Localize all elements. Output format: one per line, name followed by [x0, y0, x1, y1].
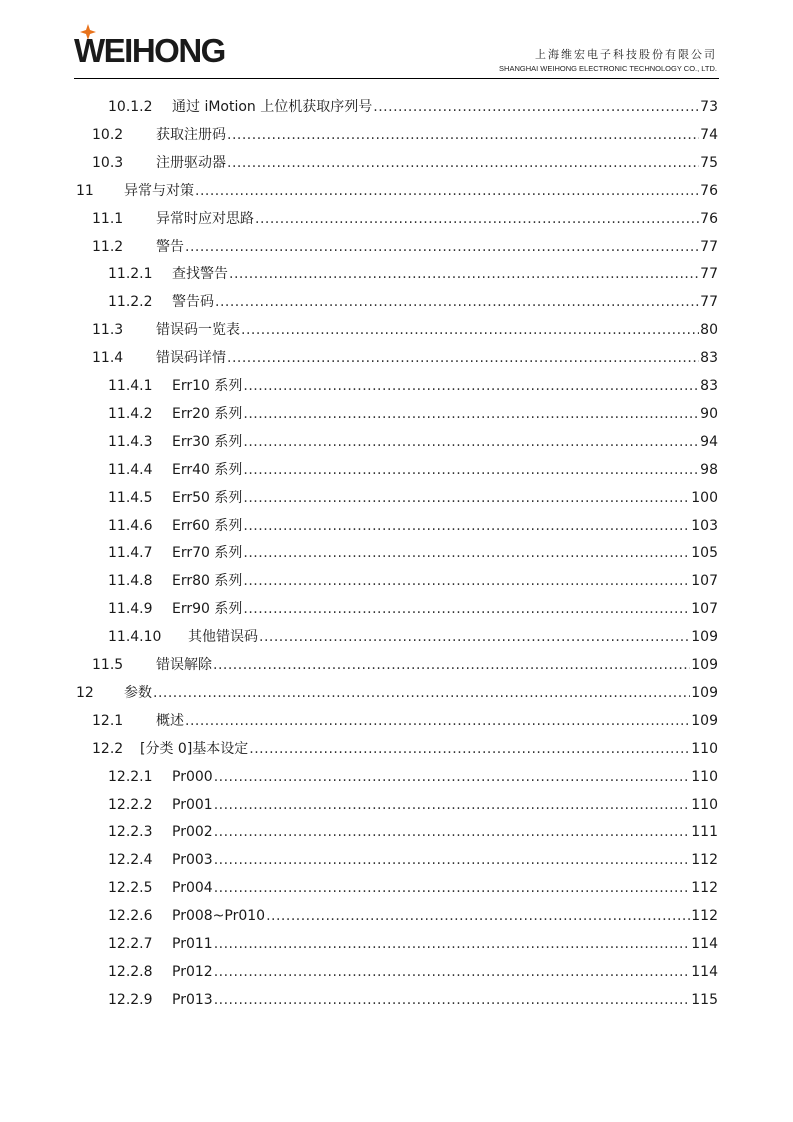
toc-entry[interactable] — [92, 153, 718, 173]
toc-entry[interactable] — [108, 516, 718, 536]
toc-entry-number: 12.2.4 — [108, 852, 153, 869]
toc-entry-title: Err40 系列 — [172, 461, 243, 478]
toc-entry-page: 100 — [691, 489, 718, 506]
toc-dot-leader — [214, 767, 691, 787]
toc-entry-page: 98 — [700, 461, 718, 478]
toc-entry-title: 查找警告 — [172, 266, 228, 283]
toc-dot-leader — [266, 906, 690, 926]
toc-entry-number: 11.4.6 — [108, 517, 153, 534]
toc-dot-leader — [241, 320, 699, 340]
toc-entry[interactable] — [108, 460, 718, 480]
toc-entry-page: 83 — [700, 350, 718, 367]
toc-entry-number: 11.2 — [92, 238, 124, 255]
toc-entry-number: 10.1.2 — [108, 99, 153, 115]
toc-dot-leader — [185, 711, 690, 731]
toc-dot-leader — [213, 655, 690, 675]
toc-entry[interactable] — [92, 237, 718, 257]
toc-entry-title: 参数 — [124, 684, 152, 701]
toc-entry-number: 11.4.8 — [108, 573, 153, 590]
toc-entry[interactable] — [108, 767, 718, 787]
toc-entry[interactable] — [92, 739, 718, 759]
toc-entry-number: 11.4.5 — [108, 489, 153, 506]
toc-dot-leader — [214, 934, 691, 954]
toc-entry-title: Pr012 — [172, 963, 213, 980]
toc-entry-page: 110 — [691, 768, 718, 785]
toc-dot-leader — [243, 460, 699, 480]
toc-entry-title: Pr011 — [172, 936, 213, 952]
toc-entry-title: Pr001 — [172, 796, 213, 813]
toc-dot-leader — [229, 264, 699, 284]
toc-entry-page: 109 — [691, 629, 718, 646]
toc-entry[interactable] — [108, 934, 718, 954]
toc-entry-title: Err20 系列 — [172, 405, 243, 422]
toc-dot-leader — [185, 237, 699, 257]
toc-dot-leader — [259, 627, 690, 647]
toc-dot-leader — [214, 795, 691, 815]
toc-entry-page: 112 — [691, 880, 718, 897]
toc-entry[interactable] — [92, 711, 718, 731]
toc-dot-leader — [227, 125, 699, 145]
toc-entry-page: 83 — [700, 378, 718, 394]
toc-entry-page: 111 — [691, 824, 718, 841]
toc-entry-page: 107 — [691, 573, 718, 590]
toc-entry-title: 警告 — [156, 238, 184, 255]
toc-dot-leader — [255, 209, 699, 229]
toc-dot-leader — [373, 97, 699, 117]
toc-entry-number: 11.4.7 — [108, 545, 153, 562]
toc-entry-page: 110 — [691, 796, 718, 813]
toc-entry-number: 11.5 — [92, 657, 124, 673]
toc-entry-page: 76 — [700, 210, 718, 227]
toc-dot-leader — [243, 376, 699, 396]
toc-dot-leader — [243, 543, 690, 563]
toc-entry-number: 10.3 — [92, 154, 124, 171]
toc-entry-page: 76 — [700, 182, 718, 199]
toc-dot-leader — [243, 599, 690, 619]
toc-entry-page: 77 — [700, 266, 718, 283]
toc-dot-leader — [195, 181, 699, 201]
toc-entry-number: 10.2 — [92, 126, 124, 143]
toc-entry-number: 12.2.3 — [108, 824, 153, 841]
toc-dot-leader — [243, 432, 699, 452]
toc-entry-number: 11.4.4 — [108, 461, 153, 478]
toc-entry-page: 115 — [691, 991, 718, 1008]
toc-entry-title: Err50 系列 — [172, 489, 243, 506]
toc-entry-title: 获取注册码 — [156, 126, 226, 143]
toc-entry-title: Err70 系列 — [172, 545, 243, 562]
toc-entry-page: 112 — [691, 908, 718, 925]
toc-entry-title: 注册驱动器 — [156, 154, 226, 171]
toc-entry-title: 概述 — [156, 712, 184, 729]
toc-entry[interactable] — [108, 990, 718, 1010]
toc-dot-leader — [249, 739, 690, 759]
toc-dot-leader — [214, 990, 691, 1010]
toc-entry[interactable] — [92, 209, 718, 229]
toc-dot-leader — [227, 153, 699, 173]
toc-entry-number: 12 — [76, 684, 94, 701]
toc-entry-title: Err90 系列 — [172, 601, 243, 618]
toc-entry-title: 错误解除 — [156, 657, 212, 673]
company-name-en: SHANGHAI WEIHONG ELECTRONIC TECHNOLOGY CO., LTD. — [499, 64, 717, 73]
toc-entry-number: 11.4.1 — [108, 378, 153, 394]
toc-entry[interactable] — [108, 822, 718, 842]
toc-entry-title: Err30 系列 — [172, 433, 243, 450]
toc-entry-title: Pr003 — [172, 852, 213, 869]
toc-dot-leader — [227, 348, 699, 368]
toc-entry-number: 11.4 — [92, 350, 124, 367]
toc-dot-leader — [243, 488, 690, 508]
toc-entry[interactable] — [108, 97, 718, 117]
toc-entry-page: 109 — [691, 657, 718, 673]
toc-entry-title: Pr000 — [172, 768, 213, 785]
toc-entry-page: 74 — [700, 126, 718, 143]
toc-entry[interactable] — [108, 292, 718, 312]
toc-entry-number: 11.4.10 — [108, 629, 162, 646]
toc-entry-number: 11.2.2 — [108, 294, 153, 311]
toc-entry[interactable] — [108, 404, 718, 424]
toc-entry[interactable] — [76, 181, 718, 201]
toc-dot-leader — [214, 822, 691, 842]
toc-entry-title: 错误码详情 — [156, 350, 226, 367]
toc-entry-page: 73 — [700, 99, 718, 115]
toc-dot-leader — [214, 878, 691, 898]
toc-entry-title: 警告码 — [172, 294, 214, 311]
toc-entry-number: 12.2.2 — [108, 796, 153, 813]
toc-entry[interactable] — [92, 655, 718, 675]
toc-entry-title: Pr002 — [172, 824, 213, 841]
toc-entry-number: 11.4.9 — [108, 601, 153, 618]
toc-entry-page: 94 — [700, 433, 718, 450]
toc-entry-title: Err10 系列 — [172, 378, 243, 394]
toc-entry-title: Pr008~Pr010 — [172, 908, 266, 925]
toc-entry-number: 12.2.6 — [108, 908, 153, 925]
toc-dot-leader — [214, 850, 691, 870]
toc-entry[interactable] — [108, 543, 718, 563]
toc-entry-page: 109 — [691, 712, 718, 729]
toc-entry-page: 114 — [691, 963, 718, 980]
toc-entry[interactable] — [92, 348, 718, 368]
toc-entry-number: 12.2.7 — [108, 936, 153, 952]
toc-entry[interactable] — [92, 320, 718, 340]
toc-entry-number: 11.3 — [92, 322, 124, 339]
toc-entry-page: 107 — [691, 601, 718, 618]
toc-entry[interactable] — [76, 683, 718, 703]
toc-dot-leader — [215, 292, 699, 312]
toc-entry-number: 12.2.1 — [108, 768, 153, 785]
toc-entry-number: 12.1 — [92, 712, 124, 729]
toc-entry-number: 11.4.3 — [108, 433, 153, 450]
toc-entry-number: 11.4.2 — [108, 405, 153, 422]
company-logo: WEIHONG — [74, 32, 225, 69]
toc-entry-title: Err60 系列 — [172, 517, 243, 534]
toc-entry[interactable] — [108, 376, 718, 396]
toc-entry-title: 其他错误码 — [188, 629, 258, 646]
toc-entry-title: Pr004 — [172, 880, 213, 897]
toc-entry-title: Pr013 — [172, 991, 213, 1008]
toc-entry-page: 77 — [700, 238, 718, 255]
toc-entry[interactable] — [108, 488, 718, 508]
toc-entry-number: 12.2.9 — [108, 991, 153, 1008]
toc-entry[interactable] — [108, 599, 718, 619]
toc-entry-number: 12.2.8 — [108, 963, 153, 980]
page-header — [74, 26, 719, 79]
toc-entry[interactable] — [108, 795, 718, 815]
toc-entry-title: 错误码一览表 — [156, 322, 240, 339]
toc-entry-number: 11 — [76, 182, 94, 199]
toc-entry-title: 异常时应对思路 — [156, 210, 254, 227]
toc-entry[interactable] — [92, 125, 718, 145]
toc-entry-page: 112 — [691, 852, 718, 869]
toc-dot-leader — [243, 516, 690, 536]
toc-entry-title: 异常与对策 — [124, 182, 194, 199]
toc-entry-page: 75 — [700, 154, 718, 171]
toc-entry-title: 通过 iMotion 上位机获取序列号 — [172, 99, 373, 115]
toc-entry-number: 11.2.1 — [108, 266, 153, 283]
toc-entry-page: 90 — [700, 405, 718, 422]
toc-entry[interactable] — [108, 878, 718, 898]
toc-entry-number: 12.2.5 — [108, 880, 153, 897]
toc-entry-page: 77 — [700, 294, 718, 311]
toc-dot-leader — [214, 962, 691, 982]
toc-entry[interactable] — [108, 906, 718, 926]
toc-entry[interactable] — [108, 962, 718, 982]
toc-dot-leader — [243, 404, 699, 424]
toc-entry-page: 109 — [691, 684, 718, 701]
toc-entry-page: 105 — [691, 545, 718, 562]
toc-entry-page: 110 — [691, 740, 718, 757]
company-name-cn: 上海维宏电子科技股份有限公司 — [535, 48, 717, 61]
toc-entry[interactable] — [108, 627, 718, 647]
toc-entry-title: [分类 0]基本设定 — [140, 740, 249, 757]
toc-entry-page: 114 — [691, 936, 718, 952]
toc-entry-title: Err80 系列 — [172, 573, 243, 590]
toc-entry[interactable] — [108, 432, 718, 452]
toc-entry-page: 80 — [700, 322, 718, 339]
toc-entry-number: 11.1 — [92, 210, 124, 227]
toc-dot-leader — [153, 683, 690, 703]
toc-entry-page: 103 — [691, 517, 718, 534]
toc-entry-number: 12.2 — [92, 740, 124, 757]
toc-entry[interactable] — [108, 850, 718, 870]
toc-dot-leader — [243, 571, 690, 591]
toc-entry[interactable] — [108, 571, 718, 591]
toc-entry[interactable] — [108, 264, 718, 284]
